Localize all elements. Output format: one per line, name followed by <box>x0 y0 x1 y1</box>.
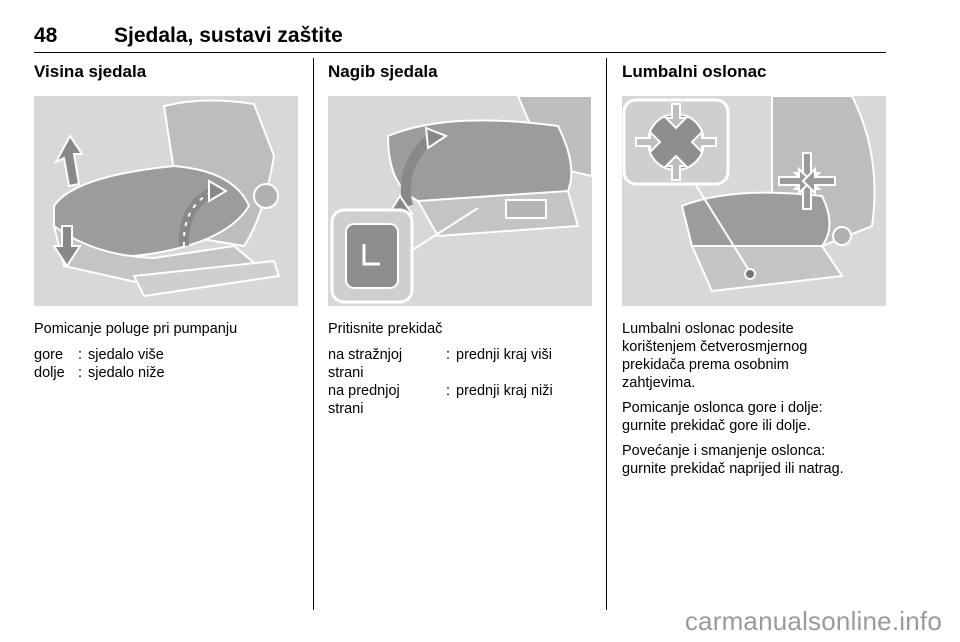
paragraph: Pomicanje oslonca gore i dolje: gurnite prekidač gore ili dolje. <box>622 400 823 434</box>
list-item: gore : sjedalo više <box>34 347 164 363</box>
seat-tilt-illustration <box>328 96 592 306</box>
paragraph: Lumbalni oslonac podesite korištenjem četverosmjernog prekidača prema osobnim zahtjevima. <box>622 321 808 391</box>
section-heading: Visina sjedala <box>34 62 147 81</box>
seat-height-list <box>34 346 165 382</box>
list-item: na prednjoj strani : prednji kraj niži <box>328 383 553 417</box>
seat-height-caption: Pomicanje poluge pri pumpanju <box>34 321 238 337</box>
column-divider-2 <box>606 58 607 610</box>
seat-height-illustration <box>34 96 298 306</box>
section-seat-tilt <box>328 62 596 88</box>
lumbar-support-illustration <box>622 96 886 306</box>
page-header <box>34 24 886 53</box>
section-heading: Nagib sjedala <box>328 62 438 81</box>
section-heading: Lumbalni oslonac <box>622 62 767 81</box>
watermark: carmanualsonline.info <box>684 606 942 636</box>
seat-tilt-list <box>328 346 553 418</box>
paragraph: Povećanje i smanjenje oslonca: gurnite prekidač naprijed ili natrag. <box>622 443 844 477</box>
seat-tilt-caption: Pritisnite prekidač <box>328 321 443 337</box>
lumbar-support-text <box>622 320 890 485</box>
list-item: dolje : sjedalo niže <box>34 365 165 381</box>
list-item: na stražnjoj strani : prednji kraj viši <box>328 347 552 381</box>
page-title: Sjedala, sustavi zaštite <box>114 24 343 47</box>
column-divider-1 <box>313 58 314 610</box>
section-lumbar-support <box>622 62 890 88</box>
page-number: 48 <box>34 24 58 47</box>
section-seat-height <box>34 62 302 88</box>
